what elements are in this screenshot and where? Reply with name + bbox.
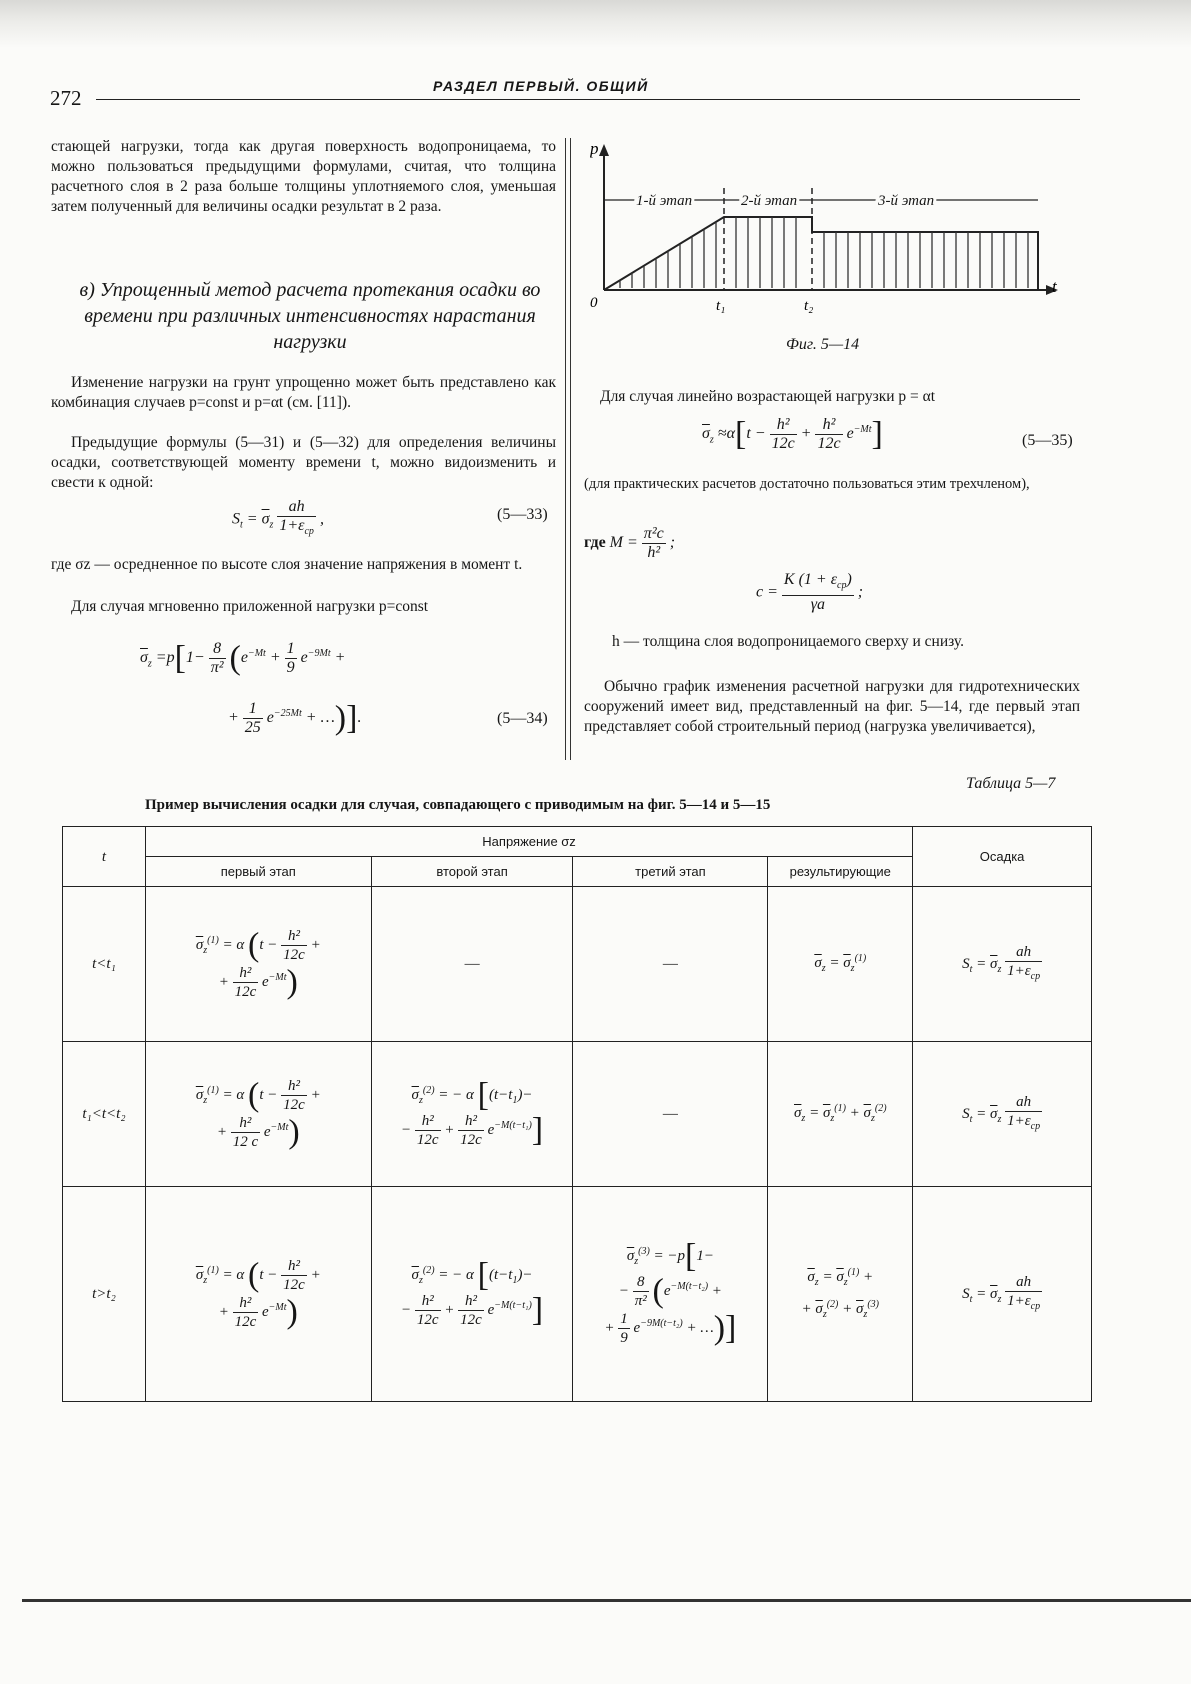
subheader-stage2: второй этап [371,857,573,887]
subheader-resultant: результирующие [768,857,913,887]
section-letter: в) [79,279,95,301]
header-t: t [63,827,146,887]
header-stress: Напряжение σz [145,827,912,857]
y-axis-label: p [590,140,599,158]
running-head: РАЗДЕЛ ПЕРВЫЙ. ОБЩИЙ [427,78,655,94]
right-paragraph-1: Для случая линейно возрастающей нагрузки p = αt [600,388,936,405]
equation-number-5-33: (5—33) [497,506,548,523]
table-title: Пример вычисления осадки для случая, совпадающего с приводимым на фиг. 5—14 и 5—15 [145,797,771,813]
header-settlement: Осадка [913,827,1092,887]
stage1-label: 1-й этап [636,193,693,209]
left-paragraph-5: Для случая мгновенно приложенной нагрузки p=const [71,598,429,615]
table-row [63,1187,1092,1402]
resultant-formula: $\overline{\sigma}_z = \overline{\sigma}_z^{(1)}$ [768,887,913,1042]
x-axis-label: t [1052,277,1057,296]
section-title: Упрощенный метод расчета протекания осадки во времени при различных интенсивностях нарастания нагрузки [84,279,541,353]
t1-label: t₁ [716,298,726,314]
left-paragraph-3: Предыдущие формулы (5—31) и (5—32) для определения величины осадки, соответствующей моменту времени t, можно видоизменить и свести к одной: [51,434,556,491]
equation-5-35: $\overline{\sigma}_z \approx\alpha[t$ − $\frac{\text{h²}}{12c}$ + $\frac{\text{h²}}{12c}$ $e^{-Mt}$] [702,415,883,453]
scan-top-noise [0,0,1191,48]
equation-number-5-35: (5—35) [1022,432,1073,449]
stage2-formula: $\overline{\sigma}_z^{(2)}$ = − α [$(t-t_1)-$ − $\frac{\text{h²}}{12c}$ + $\frac{\text{h²}}{12c}$ $e^{-M(t-t_1)}$] [371,1187,573,1402]
settlement-table [62,826,1092,1402]
load-hatching [620,217,1028,288]
left-paragraph-2: Изменение нагрузки на грунт упрощенно может быть представлено как комбинация случаев p=const и p=αt (см. [11]). [51,374,556,411]
left-paragraph-1: стающей нагрузки, тогда как другая поверхность водопроницаема, то можно пользоваться предыдущими формулами, считая, что толщина расчетного слоя в 2 раза больше толщины уплотняемого слоя, уменьшая затем полученный для величины осадки результат в 2 раза. [51,138,556,215]
stage1-formula: $\overline{\sigma}_z^{(1)} = \alpha$ (t − $\frac{\text{h²}}{12c}$ + + $\frac{\text{h²}}{12c}$ $e^{-Mt}$) [145,1187,371,1402]
right-paragraph-2: (для практических расчетов достаточно пользоваться этим трехчленом), [584,476,1030,492]
column-divider [565,138,571,760]
resultant-formula: $\overline{\sigma}_z = \overline{\sigma}_z^{(1)}$ + + $\overline{\sigma}_z^{(2)} + \overline{\sigma}_z^{(3)}$ [768,1187,913,1402]
stage2-label: 2-й этап [741,193,798,209]
stage3-formula: $\overline{\sigma}_z^{(3)} = -p[1-$ − $\frac{8}{\text{π²}}$ ($e^{-M(t-t_2)}$ + + $\frac{1}{9}$ $e^{-9M(t-t_2)}$ + …)] [573,1187,768,1402]
t2-label: t₂ [804,298,814,314]
settlement-formula: $S_t = \overline{\sigma}_z$ $\frac{ah}{1+\varepsilon_{cp}}$ [913,1187,1092,1402]
stage2-formula: $\overline{\sigma}_z^{(2)}$ = − α [$(t-t_1)-$ − $\frac{\text{h²}}{12c}$ + $\frac{\text{h²}}{12c}$ $e^{-M(t-t_1)}$] [371,1042,573,1187]
settlement-formula: $S_t = \overline{\sigma}_z$ $\frac{ah}{1+\varepsilon_{cp}}$ [913,1042,1092,1187]
section-heading [60,277,560,355]
stage2-empty: — [371,887,573,1042]
load-diagram [590,140,1070,325]
subheader-stage3: третий этап [573,857,768,887]
origin-label: 0 [590,295,598,311]
y-axis-arrow [599,144,609,156]
equation-5-34-line2: + $\frac{1}{25}$ $e^{-25Mt}$ + …)]. [228,699,362,737]
table-row [63,1042,1092,1187]
stage3-empty: — [573,887,768,1042]
header-rule [96,99,1080,100]
settlement-formula: $S_t = \overline{\sigma}_z$ $\frac{ah}{1+\varepsilon_{cp}}$ [913,887,1092,1042]
figure-caption: Фиг. 5—14 [786,336,860,353]
right-paragraph-3: Обычно график изменения расчетной нагрузки для гидротехнических сооружений имеет вид, представленный на фиг. 5—14, где первый этап представляет собой строительный период (нагрузка увеличивается), [584,678,1080,735]
equation-number-5-34: (5—34) [497,710,548,727]
stage3-empty: — [573,1042,768,1187]
equation-5-34-line1: $\overline{\sigma}_z =p[1-$ $\frac{8}{\text{π²}}$ ($e^{-Mt}$ + $\frac{1}{9}$ $e^{-9Mt}$ + [140,639,346,677]
table-number: Таблица 5—7 [966,775,1056,792]
page-number: 272 [50,86,82,110]
table-row [63,887,1092,1042]
subheader-stage1: первый этап [145,857,371,887]
bottom-rule [22,1599,1191,1602]
load-curve [604,217,1038,290]
equation-c: c = $\frac{K (1 + \varepsilon_{cp})}{\gamma a}$ ; [756,571,864,614]
row-condition: t>t₂ [63,1187,146,1402]
stage1-formula: $\overline{\sigma}_z^{(1)} = \alpha$ (t − $\frac{\text{h²}}{12c}$ + + $\frac{\text{h²}}{12c}$ $e^{-Mt}$) [145,887,371,1042]
h-definition: h — толщина слоя водопроницаемого сверху и снизу. [612,633,964,650]
equation-M: где M = $\frac{\text{π²c}}{\text{h²}}$ ; [584,525,676,561]
table-header-row [63,827,1092,857]
stage1-formula: $\overline{\sigma}_z^{(1)} = \alpha$ (t − $\frac{\text{h²}}{12c}$ + + $\frac{\text{h²}}{12 c}$ $e^{-Mt}$) [145,1042,371,1187]
resultant-formula: $\overline{\sigma}_z = \overline{\sigma}_z^{(1)} + \overline{\sigma}_z^{(2)}$ [768,1042,913,1187]
where-word: где [584,534,606,552]
row-condition: t₁<t<t₂ [63,1042,146,1187]
left-paragraph-4: где σz — осредненное по высоте слоя значение напряжения в момент t. [51,556,523,573]
stage3-label: 3-й этап [878,193,935,209]
row-condition: t<t₁ [63,887,146,1042]
equation-5-33: $S_t = \overline{\sigma}_z$ $\frac{ah}{1+\varepsilon_{cp}}$ , [232,498,324,541]
